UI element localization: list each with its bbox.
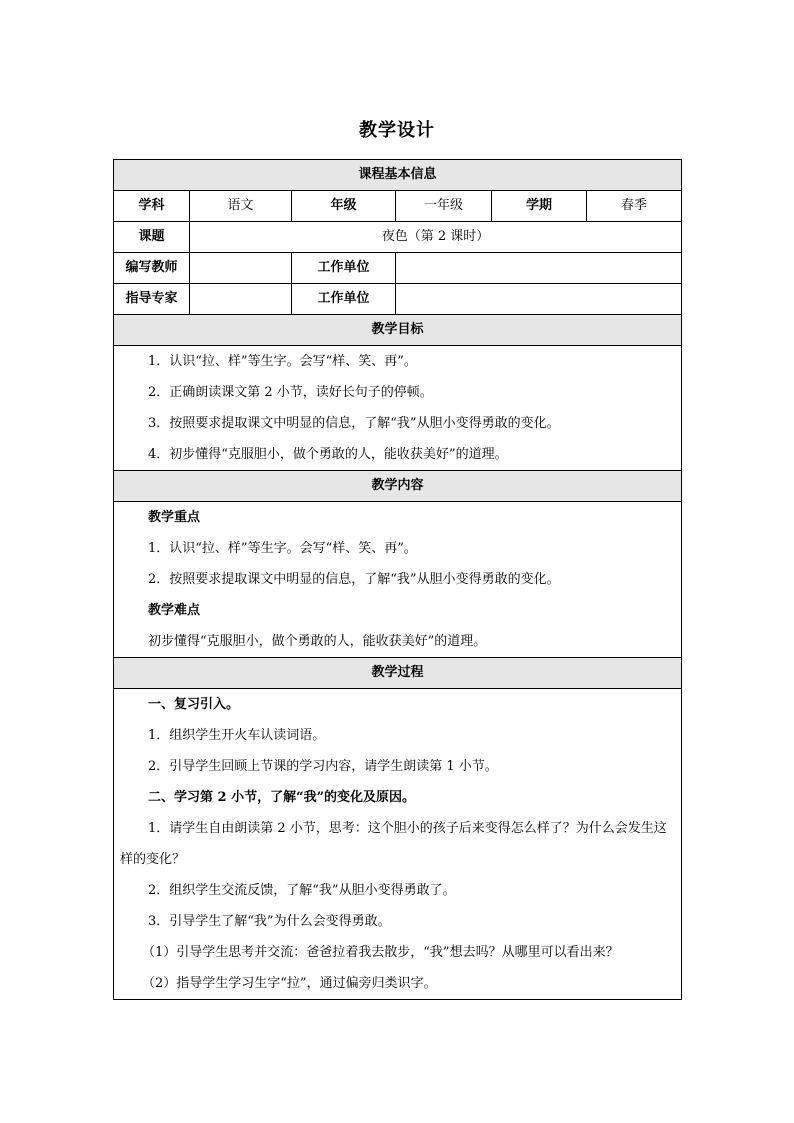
term-value: 春季 xyxy=(587,191,682,222)
teacher-label: 编写教师 xyxy=(114,253,190,284)
key-points-title: 教学重点 xyxy=(148,510,201,525)
process-body xyxy=(114,689,682,1000)
grade-label: 年级 xyxy=(292,191,396,222)
expert-unit-label: 工作单位 xyxy=(292,284,396,315)
key-point-item: 2．按照要求提取课文中明显的信息，了解“我”从胆小变得勇敢的变化。 xyxy=(148,572,560,587)
document-title: 教学设计 xyxy=(359,120,435,141)
process-substep: （2）指导学生学习生字“拉”，通过偏旁归类识字。 xyxy=(142,976,437,991)
content-header: 教学内容 xyxy=(114,471,682,502)
teacher-value xyxy=(190,253,292,284)
teacher-unit-label: 工作单位 xyxy=(292,253,396,284)
process-step: 1．组织学生开火车认读词语。 xyxy=(148,728,326,743)
objective-item: 1．认识“拉、样”等生字。会写“样、笑、再”。 xyxy=(148,354,417,369)
difficulty-text: 初步懂得“克服胆小，做个勇敢的人，能收获美好”的道理。 xyxy=(148,634,487,649)
subject-value: 语文 xyxy=(190,191,292,222)
expert-label: 指导专家 xyxy=(114,284,190,315)
process-substep: （1）引导学生思考并交流：爸爸拉着我去散步，“我”想去吗？从哪里可以看出来？ xyxy=(142,945,619,960)
key-point-item: 1．认识“拉、样”等生字。会写“样、笑、再”。 xyxy=(148,541,417,556)
objectives-body xyxy=(114,346,682,471)
subject-label: 学科 xyxy=(114,191,190,222)
difficulty-title: 教学难点 xyxy=(148,603,201,618)
process-step: 3．引导学生了解“我”为什么会变得勇敢。 xyxy=(148,914,391,929)
grade-value: 一年级 xyxy=(396,191,492,222)
basic-info-header: 课程基本信息 xyxy=(114,160,682,191)
expert-unit-value xyxy=(396,284,682,315)
process-step: 2．组织学生交流反馈，了解“我”从胆小变得勇敢了。 xyxy=(148,883,456,898)
process-header: 教学过程 xyxy=(114,658,682,689)
objective-item: 3．按照要求提取课文中明显的信息，了解“我”从胆小变得勇敢的变化。 xyxy=(148,416,560,431)
content-body xyxy=(114,502,682,658)
teacher-unit-value xyxy=(396,253,682,284)
expert-value xyxy=(190,284,292,315)
process-step: 1．请学生自由朗读第 2 小节，思考：这个胆小的孩子后来变得怎么样了？为什么会发生这样的变化？ xyxy=(120,821,667,867)
lesson-plan-table xyxy=(113,159,682,1000)
process-part1-title: 一、复习引入。 xyxy=(148,697,240,712)
process-part2-title: 二、学习第 2 小节，了解“我”的变化及原因。 xyxy=(148,790,416,805)
objectives-header: 教学目标 xyxy=(114,315,682,346)
term-label: 学期 xyxy=(492,191,587,222)
topic-value: 夜色（第 2 课时） xyxy=(190,222,682,253)
objective-item: 2．正确朗读课文第 2 小节，读好长句子的停顿。 xyxy=(148,385,433,400)
topic-label: 课题 xyxy=(114,222,190,253)
objective-item: 4．初步懂得“克服胆小，做个勇敢的人，能收获美好”的道理。 xyxy=(148,447,508,462)
process-step: 2．引导学生回顾上节课的学习内容，请学生朗读第 1 小节。 xyxy=(148,759,498,774)
